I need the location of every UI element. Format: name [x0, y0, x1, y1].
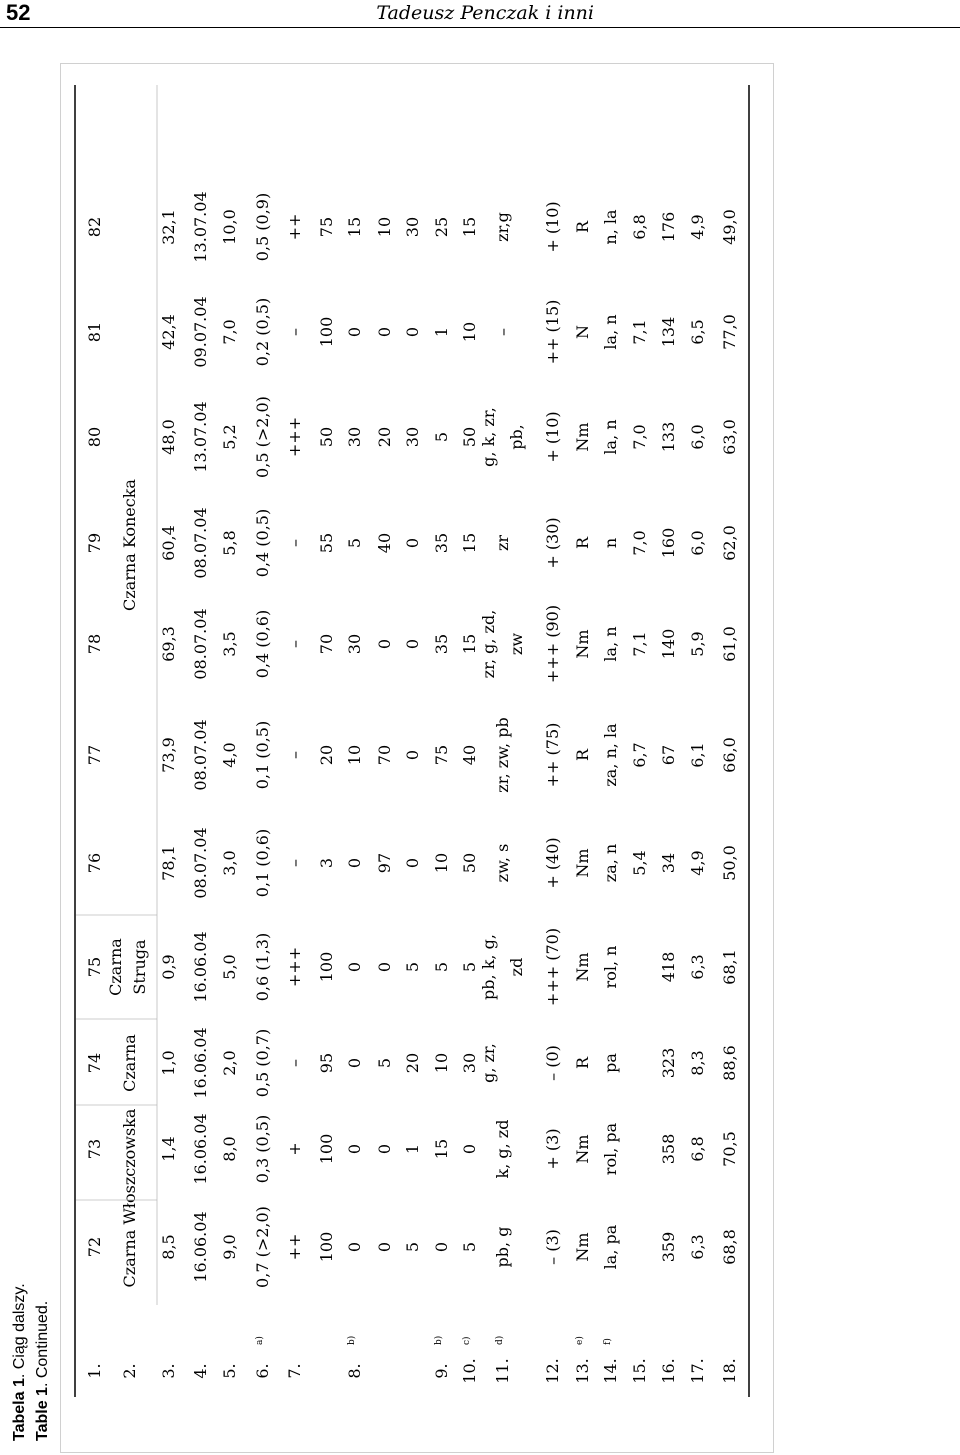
table-cell: 15 — [460, 216, 479, 238]
table-cell: 0,2 (0,5) — [253, 297, 272, 367]
row-number: 3. — [159, 1363, 178, 1379]
table-cell: 160 — [659, 527, 678, 559]
table-cell: 3,0 — [220, 850, 239, 876]
table-cell: 8,3 — [688, 1050, 707, 1076]
table-cell: zw — [507, 632, 526, 656]
table-cell: 25 — [432, 216, 451, 238]
table-cell: ++ — [285, 213, 304, 241]
table-cell: 0 — [345, 1241, 364, 1253]
table-cell: 0 — [375, 961, 394, 973]
row-note-superscript: c) — [462, 1336, 472, 1345]
table-cell: + — [285, 1142, 304, 1156]
row-note-superscript: f) — [603, 1338, 613, 1345]
table-cell: 30 — [460, 1052, 479, 1074]
table-cell: 20 — [403, 1052, 422, 1074]
table-cell: 30 — [403, 426, 422, 448]
table-cell: 08.07.04 — [191, 507, 210, 579]
table-cell: 8,0 — [220, 1136, 239, 1162]
row-number: 4. — [191, 1363, 210, 1379]
table-cell: 72 — [85, 1236, 104, 1258]
table-cell: 1,0 — [159, 1050, 178, 1076]
table-cell: 0 — [403, 326, 422, 338]
table-cell: 50 — [460, 426, 479, 448]
table-cell: 418 — [659, 951, 678, 983]
table-cell: 09.07.04 — [191, 296, 210, 368]
table-cell: k, g, zd — [493, 1119, 512, 1179]
table-cell: 0,6 (1,3) — [253, 932, 272, 1002]
table-cell: 0,5 (0,9) — [253, 192, 272, 262]
table-cell: 61,0 — [720, 626, 739, 662]
table-cell: 0 — [375, 1143, 394, 1155]
row-note-superscript: b) — [347, 1335, 357, 1345]
table-cell: 40 — [375, 532, 394, 554]
table-cell: 88,6 — [720, 1045, 739, 1081]
table-cell: la, n — [601, 626, 620, 662]
table-cell: 100 — [317, 951, 336, 983]
table-cell: 74 — [85, 1052, 104, 1074]
table-cell: +++ — [285, 416, 304, 458]
table-cell: 0 — [432, 1241, 451, 1253]
table-cell: rol, n — [601, 945, 620, 989]
table-cell: la, pa — [601, 1224, 620, 1270]
table-cell: 5 — [460, 1241, 479, 1253]
table-cell: 60,4 — [159, 525, 178, 561]
table-cell: za, n — [601, 843, 620, 883]
table-cell: + (40) — [543, 837, 562, 889]
table-caption-polish: Tabela 1. Ciąg dalszy. — [11, 1283, 28, 1441]
table-cell: pa — [601, 1053, 620, 1073]
table-cell: 30 — [345, 426, 364, 448]
table-cell: 4,9 — [688, 214, 707, 240]
table-cell: + (30) — [543, 517, 562, 569]
table-cell: Nm — [573, 952, 592, 982]
table-cell: pb, g — [493, 1226, 512, 1268]
table-cell: 48,0 — [159, 419, 178, 455]
river-name-header: Czarna Konecka — [120, 479, 139, 611]
river-name-header: Struga — [130, 939, 149, 995]
table-cell: 5,0 — [220, 954, 239, 980]
table-cell: 5 — [345, 537, 364, 549]
table-cell: R — [573, 748, 592, 762]
table-cell: 5 — [432, 961, 451, 973]
table-cell: 0 — [403, 857, 422, 869]
table-cell: R — [573, 536, 592, 550]
row-number: 14. — [601, 1358, 620, 1384]
table-cell: 6,3 — [688, 954, 707, 980]
table-cell: +++ (70) — [543, 927, 562, 1007]
table-cell: + (10) — [543, 201, 562, 253]
table-caption-english: Table 1. Continued. — [34, 1300, 51, 1441]
table-cell: 5 — [432, 431, 451, 443]
table-cell: 0 — [460, 1143, 479, 1155]
table-cell: 77,0 — [720, 314, 739, 350]
table-cell: 68,8 — [720, 1229, 739, 1265]
table-cell: 7,0 — [630, 424, 649, 450]
table-cell: pb, — [507, 424, 526, 450]
table-cell: 55 — [317, 532, 336, 554]
river-name-header: Czarna — [106, 938, 125, 996]
table-cell: n, la — [601, 209, 620, 245]
table-cell: 323 — [659, 1047, 678, 1079]
table-cell: – (3) — [543, 1229, 562, 1265]
table-cell: 6,3 — [688, 1234, 707, 1260]
table-cell: la, n — [601, 314, 620, 350]
table-cell: 50,0 — [720, 845, 739, 881]
row-number: 15. — [630, 1358, 649, 1384]
row-note-superscript: d) — [495, 1335, 505, 1345]
table-cell: 0 — [403, 537, 422, 549]
table-cell: 16.06.04 — [191, 1211, 210, 1283]
table-cell: 5 — [403, 961, 422, 973]
table-cell: 5,4 — [630, 850, 649, 876]
table-cell: 81 — [85, 321, 104, 343]
table-cell: – — [285, 1059, 304, 1067]
table-cell: 08.07.04 — [191, 719, 210, 791]
table-cell: 3,5 — [220, 631, 239, 657]
table-cell: 5,2 — [220, 424, 239, 450]
table-cell: 0,3 (0,5) — [253, 1114, 272, 1184]
row-number: 13. — [573, 1358, 592, 1384]
table-cell: 77 — [85, 744, 104, 766]
table-cell: 0,9 — [159, 954, 178, 980]
table-cell: 7,1 — [630, 319, 649, 345]
table-cell: 0 — [345, 1143, 364, 1155]
table-cell: 7,0 — [220, 319, 239, 345]
table-cell: 70 — [375, 744, 394, 766]
table-cell: – — [285, 539, 304, 547]
table-cell: 30 — [403, 216, 422, 238]
table-cell: zr — [493, 534, 512, 552]
table-cell: Nm — [573, 1232, 592, 1262]
table-cell: 4,0 — [220, 742, 239, 768]
row-number: 7. — [285, 1363, 304, 1379]
table-cell: zr, g, zd, — [479, 609, 498, 679]
table-cell: 0 — [345, 857, 364, 869]
table-cell: ++ — [285, 1233, 304, 1261]
table-cell: 0,7 (>2,0) — [253, 1206, 272, 1288]
table-cell: – — [493, 328, 512, 336]
table-cell: – — [285, 859, 304, 867]
table-cell: rol, pa — [601, 1122, 620, 1176]
table-cell: g, k, zr, — [479, 407, 498, 467]
table-cell: 176 — [659, 211, 678, 243]
running-header-authors: Tadeusz Penczak i inni — [376, 2, 594, 24]
table-cell: 6,8 — [630, 214, 649, 240]
table-cell: 6,1 — [688, 742, 707, 768]
table-cell: R — [573, 220, 592, 234]
table-cell: 100 — [317, 1231, 336, 1263]
table-cell: + (3) — [543, 1128, 562, 1170]
row-number: 18. — [720, 1358, 739, 1384]
table-cell: 1 — [432, 326, 451, 338]
table-cell: 8,5 — [159, 1234, 178, 1260]
table-cell: zd — [507, 957, 526, 977]
table-cell: pb, k, g, — [479, 934, 498, 1000]
row-number: 17. — [688, 1358, 707, 1384]
table-cell: 6,8 — [688, 1136, 707, 1162]
row-note-superscript: b) — [434, 1335, 444, 1345]
table-cell: 10 — [345, 744, 364, 766]
row-number: 1. — [85, 1363, 104, 1379]
row-number: 6. — [253, 1363, 272, 1379]
table-cell: 69,3 — [159, 626, 178, 662]
table-cell: 0 — [375, 638, 394, 650]
table-cell: za, n, la — [601, 723, 620, 787]
table-cell: 15 — [345, 216, 364, 238]
table-cell: 5 — [460, 961, 479, 973]
row-number: 10. — [460, 1358, 479, 1384]
table-cell: zr, zw, pb — [493, 717, 512, 793]
row-note-superscript: a) — [255, 1336, 265, 1345]
table-cell: 63,0 — [720, 419, 739, 455]
table-cell: + (10) — [543, 411, 562, 463]
table-cell: 15 — [432, 1138, 451, 1160]
table-cell: – — [285, 640, 304, 648]
table-cell: 6,7 — [630, 742, 649, 768]
table-cell: 75 — [432, 744, 451, 766]
table-cell: 0 — [403, 749, 422, 761]
table-cell: 35 — [432, 633, 451, 655]
table-cell: – (0) — [543, 1045, 562, 1081]
table-cell: 100 — [317, 1133, 336, 1165]
table-cell: 50 — [317, 426, 336, 448]
table-cell: 08.07.04 — [191, 608, 210, 680]
table-cell: 0,1 (0,6) — [253, 828, 272, 898]
table-cell: 5,9 — [688, 631, 707, 657]
row-number: 9. — [432, 1363, 451, 1379]
table-cell: 4,9 — [688, 850, 707, 876]
table-cell: Nm — [573, 422, 592, 452]
table-cell: 1 — [403, 1143, 422, 1155]
river-name-header: Czarna — [120, 1034, 139, 1092]
table-cell: 16.06.04 — [191, 1027, 210, 1099]
table-cell: 5 — [403, 1241, 422, 1253]
table-cell: 68,1 — [720, 949, 739, 985]
table-cell: 133 — [659, 421, 678, 453]
table-cell: 0 — [345, 1057, 364, 1069]
row-number: 16. — [659, 1358, 678, 1384]
table-cell: 20 — [375, 426, 394, 448]
river-name-header: Czarna Włoszczowska — [120, 1108, 139, 1288]
table-cell: Nm — [573, 848, 592, 878]
table-cell: 79 — [85, 532, 104, 554]
table-cell: 359 — [659, 1231, 678, 1263]
table-cell: 9,0 — [220, 1234, 239, 1260]
table-cell: +++ (90) — [543, 604, 562, 684]
table-cell: 80 — [85, 426, 104, 448]
table-cell: – — [285, 751, 304, 759]
page-number: 52 — [6, 0, 31, 25]
table-cell: 35 — [432, 532, 451, 554]
table-cell: 15 — [460, 633, 479, 655]
table-cell: 1,4 — [159, 1136, 178, 1162]
table-cell: 140 — [659, 628, 678, 660]
table-cell: 0,4 (0,5) — [253, 508, 272, 578]
table-cell: 70 — [317, 633, 336, 655]
table-cell: 10 — [460, 321, 479, 343]
table-cell: 7,0 — [630, 530, 649, 556]
table-cell: 66,0 — [720, 737, 739, 773]
row-note-superscript: e) — [575, 1336, 585, 1345]
row-number: 11. — [493, 1358, 512, 1384]
table-cell: 6,0 — [688, 530, 707, 556]
table-cell: Nm — [573, 629, 592, 659]
table-cell: 5 — [375, 1057, 394, 1069]
table-cell: 0,5 (>2,0) — [253, 396, 272, 478]
table-cell: 73,9 — [159, 737, 178, 773]
table-cell: +++ — [285, 946, 304, 988]
row-number: 12. — [543, 1358, 562, 1384]
table-cell: 15 — [460, 532, 479, 554]
table-cell: 0,4 (0,6) — [253, 609, 272, 679]
table-cell: 49,0 — [720, 209, 739, 245]
table-cell: 7,1 — [630, 631, 649, 657]
table-cell: 0 — [375, 326, 394, 338]
table-cell: 10 — [375, 216, 394, 238]
table-cell: 70,5 — [720, 1131, 739, 1167]
table-cell: 13.07.04 — [191, 191, 210, 263]
table-cell: 78,1 — [159, 845, 178, 881]
table-cell: 50 — [460, 852, 479, 874]
row-number: 5. — [220, 1363, 239, 1379]
table-cell: N — [573, 325, 592, 339]
table-cell: 95 — [317, 1052, 336, 1074]
table-cell: 62,0 — [720, 525, 739, 561]
table-cell: 10 — [432, 852, 451, 874]
table-cell: – — [285, 328, 304, 336]
table-cell: 0,5 (0,7) — [253, 1028, 272, 1098]
table-cell: la, n — [601, 419, 620, 455]
table-cell: 67 — [659, 744, 678, 766]
table-cell: zr,g — [493, 212, 512, 242]
table-cell: 5,8 — [220, 530, 239, 556]
table-cell: ++ (15) — [543, 299, 562, 365]
table-cell: 34 — [659, 852, 678, 874]
table-cell: 0 — [403, 638, 422, 650]
table-cell: 2,0 — [220, 1050, 239, 1076]
row-number: 8. — [345, 1363, 364, 1379]
table-cell: 08.07.04 — [191, 827, 210, 899]
table-cell: 358 — [659, 1133, 678, 1165]
row-number: 2. — [120, 1363, 139, 1379]
table-cell: 75 — [85, 956, 104, 978]
table-cell: 6,5 — [688, 319, 707, 345]
table-cell: 16.06.04 — [191, 931, 210, 1003]
table-cell: n — [601, 537, 620, 549]
table-cell: R — [573, 1056, 592, 1070]
table-cell: 10 — [432, 1052, 451, 1074]
table-cell: ++ (75) — [543, 722, 562, 788]
table-cell: zw, s — [493, 843, 512, 883]
table-cell: 76 — [85, 852, 104, 874]
table-cell: 0 — [375, 1241, 394, 1253]
table-cell: 42,4 — [159, 314, 178, 350]
table-cell: 3 — [317, 857, 336, 869]
table-cell: 100 — [317, 316, 336, 348]
table-cell: 75 — [317, 216, 336, 238]
table-cell: 30 — [345, 633, 364, 655]
table-cell: 73 — [85, 1138, 104, 1160]
table-cell: 78 — [85, 633, 104, 655]
table-cell: 20 — [317, 744, 336, 766]
table-cell: 134 — [659, 316, 678, 348]
table-cell: 40 — [460, 744, 479, 766]
table-cell: 0 — [345, 326, 364, 338]
table-cell: 32,1 — [159, 209, 178, 245]
table-cell: 0,1 (0,5) — [253, 720, 272, 790]
table-cell: 16.06.04 — [191, 1113, 210, 1185]
table-cell: 10,0 — [220, 209, 239, 245]
table-cell: 0 — [345, 961, 364, 973]
table-cell: 82 — [85, 216, 104, 238]
table-cell: Nm — [573, 1134, 592, 1164]
table-cell: 97 — [375, 852, 394, 874]
table-cell: 13.07.04 — [191, 401, 210, 473]
table-cell: g, zr, — [479, 1043, 498, 1083]
table-cell: 6,0 — [688, 424, 707, 450]
